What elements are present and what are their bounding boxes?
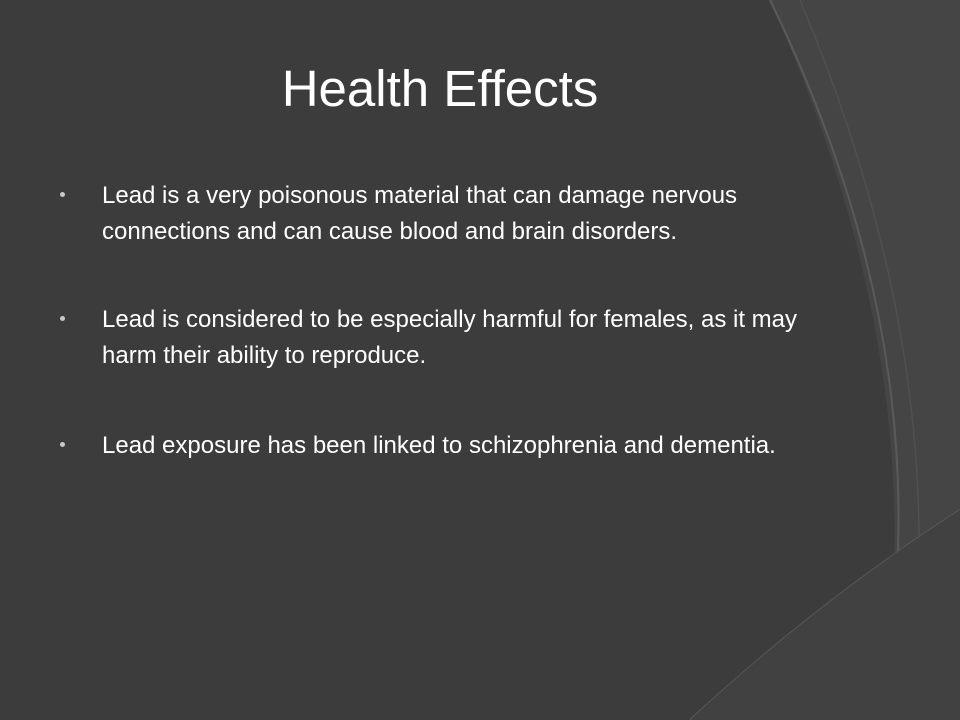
bullet-item: [60, 428, 850, 464]
bullet-text: Lead is a very poisonous material that can damage nervous connections and can cause blood and brain disorders.: [102, 182, 738, 245]
bullet-item: [60, 302, 850, 374]
bullet-dot-icon: [60, 442, 65, 447]
bullet-text: Lead is considered to be especially harmful for females, as it may harm their ability to reproduce.: [102, 306, 798, 369]
bullet-dot-icon: [60, 316, 65, 321]
bullet-dot-icon: [60, 192, 65, 197]
bullet-text: Lead exposure has been linked to schizophrenia and dementia.: [102, 432, 776, 459]
slide-title: Health Effects: [281, 60, 599, 117]
bullet-list: [60, 178, 850, 516]
bullet-item: [60, 178, 850, 250]
